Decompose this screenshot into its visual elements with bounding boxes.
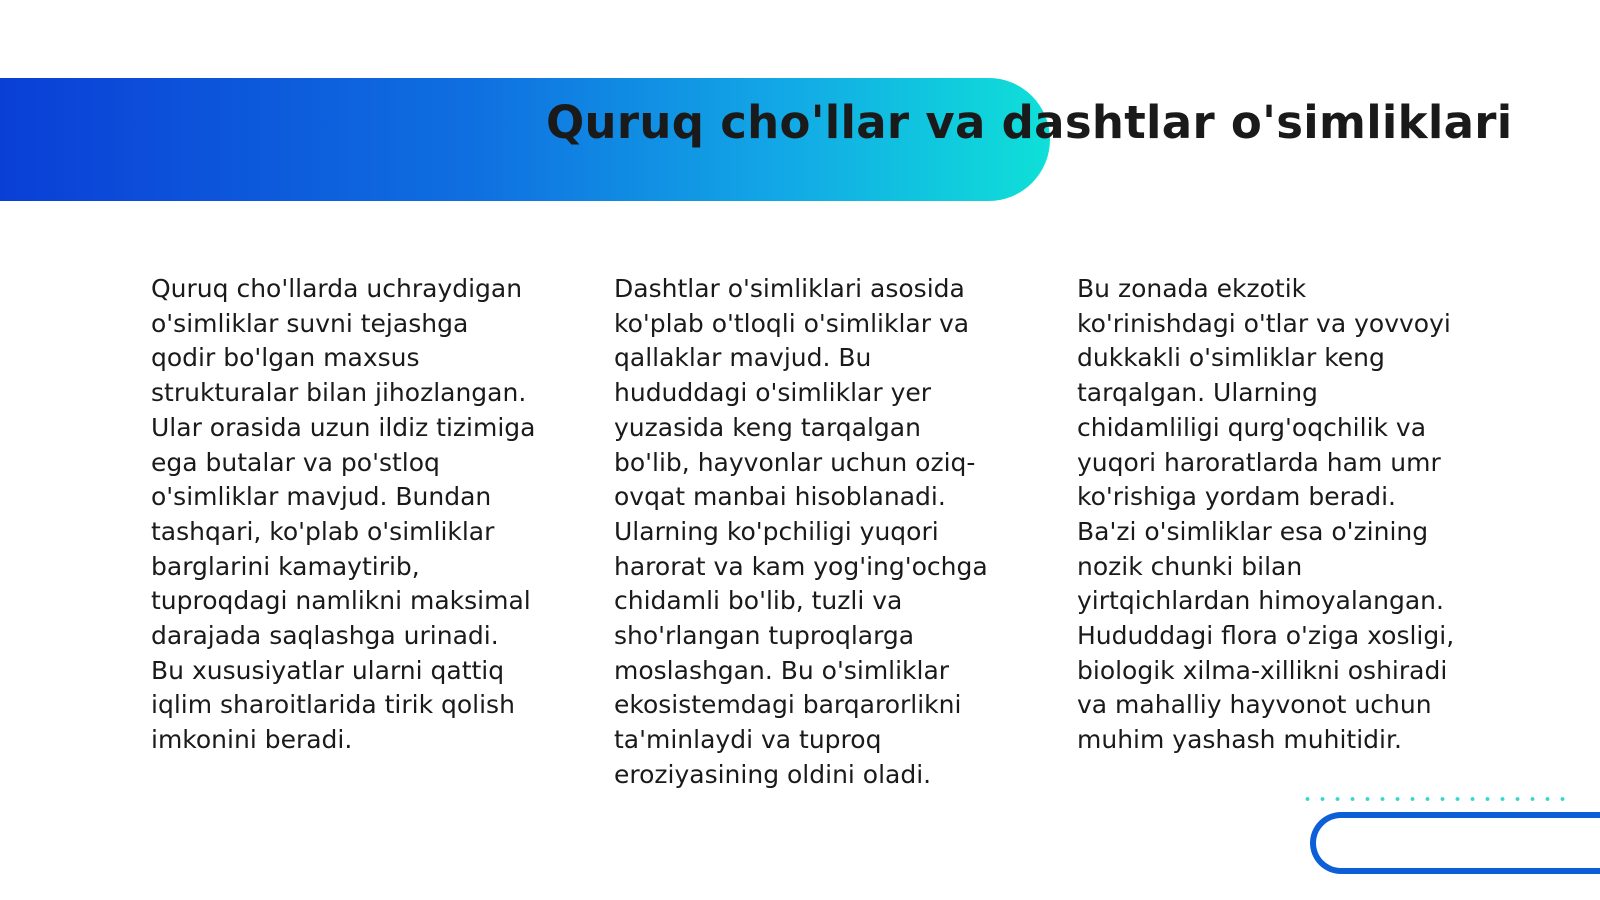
- slide-title: Quruq cho'llar va dashtlar o'simliklari: [546, 96, 1513, 149]
- text-column-3: Bu zonada ekzotik ko'rinishdagi o'tlar va yovvoyi dukkakli o'simliklar keng tarqalgan. Ularning chidamliligi qurg'oqchilik va yuqori haroratlarda ham umr ko'rishiga yordam beradi. Ba'zi o'simliklar esa o'zining nozik chunki bilan yirtqichlardan himoyalangan. Hududdagi flora o'ziga xosligi, biologik xilma-xillikni oshiradi va mahalliy hayvonot uchun muhim yashash muhitidir.: [1077, 274, 1455, 755]
- decorative-dots: [1300, 796, 1570, 802]
- decorative-outline-shape: [1310, 812, 1600, 874]
- text-column-2: Dashtlar o'simliklari asosida ko'plab o'tloqli o'simliklar va qallaklar mavjud. Bu hududdagi o'simliklar yer yuzasida keng tarqalgan bo'lib, hayvonlar uchun oziq-ovqat manbai hisoblanadi. Ularning ko'pchiligi yuqori harorat va kam yog'ing'ochga chidamli bo'lib, tuzli va sho'rlangan tuproqlarga moslashgan. Bu o'simliklar ekosistemdagi barqarorlikni ta'minlaydi va tuproq eroziyasining oldini oladi.: [614, 274, 988, 789]
- text-column-1: Quruq cho'llarda uchraydigan o'simliklar suvni tejashga qodir bo'lgan maxsus strukturalar bilan jihozlangan. Ular orasida uzun ildiz tizimiga ega butalar va po'stloq o'simliklar mavjud. Bundan tashqari, ko'plab o'simliklar barglarini kamaytirib, tuproqdagi namlikni maksimal darajada saqlashga urinadi. Bu xususiyatlar ularni qattiq iqlim sharoitlarida tirik qolish imkonini beradi.: [151, 274, 536, 755]
